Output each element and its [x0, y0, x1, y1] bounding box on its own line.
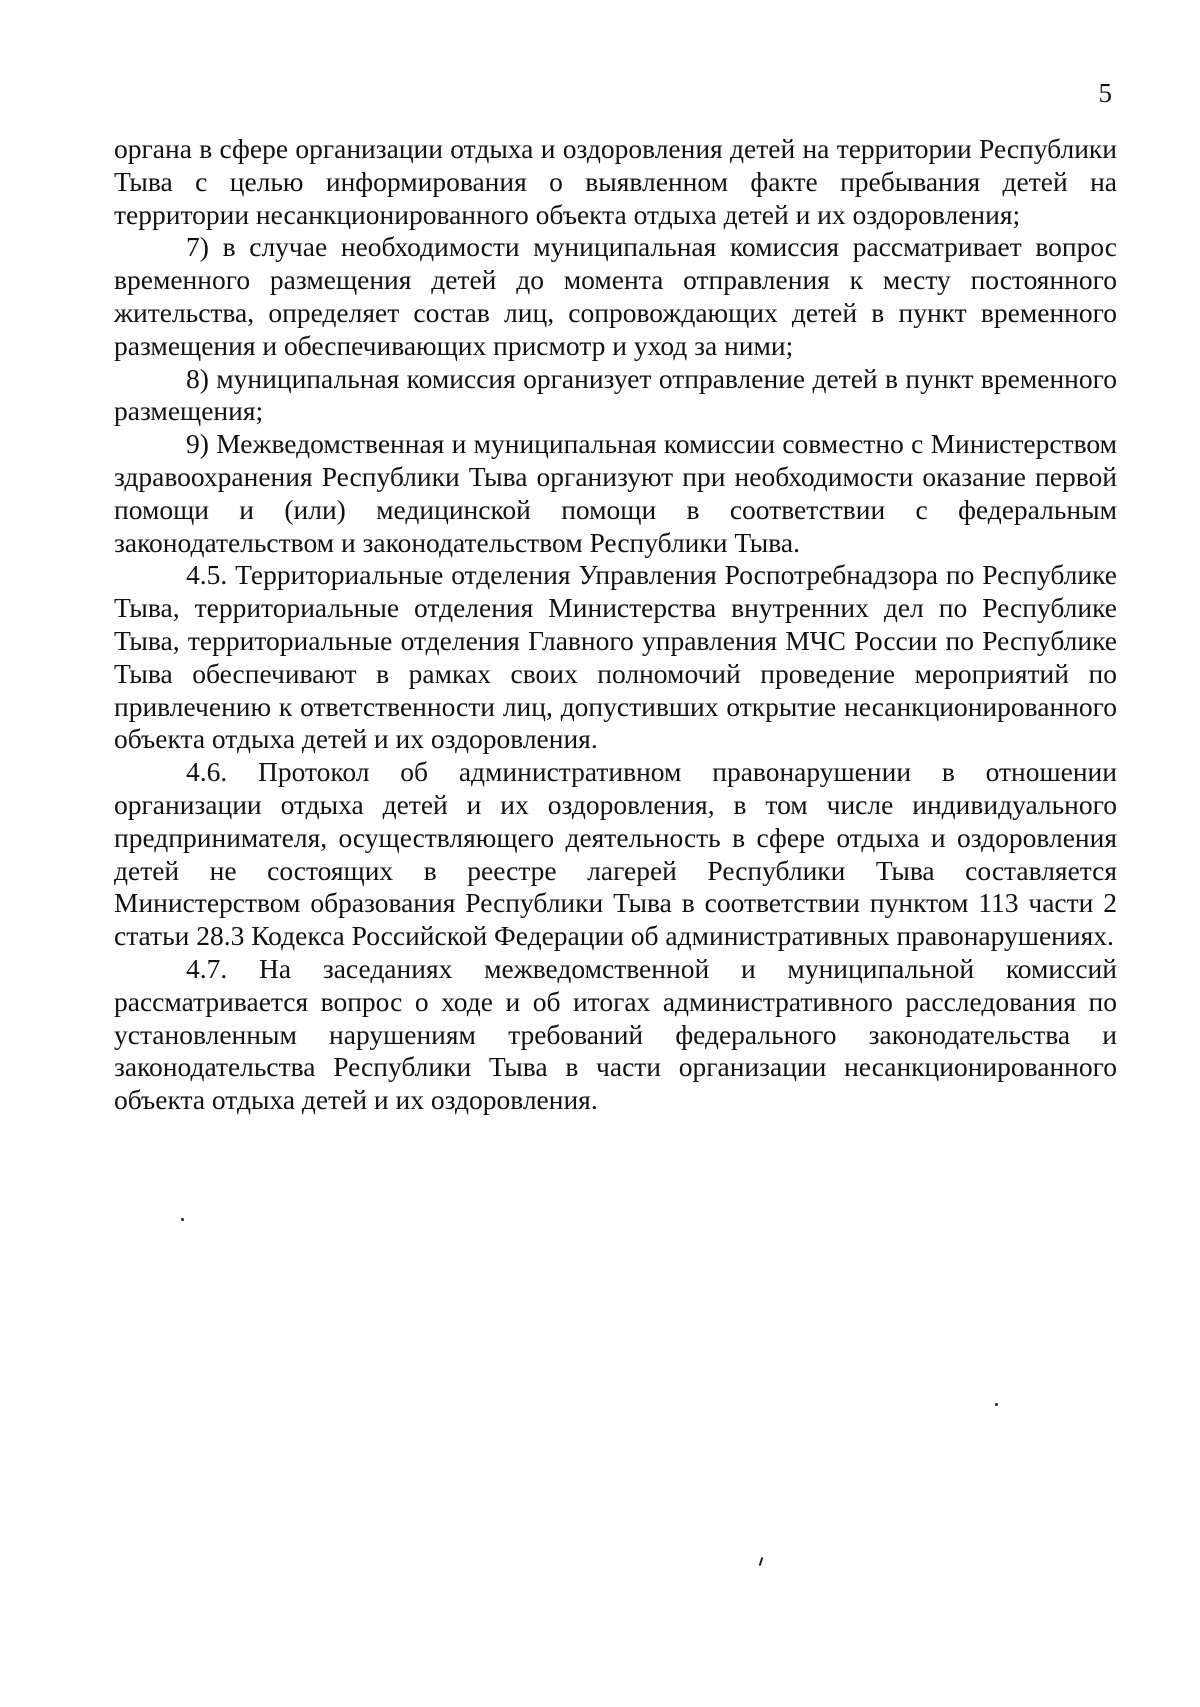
paragraph-continuation: органа в сфере организации отдыха и оздоровления детей на территории Республики Тыва с целью информирования о выявленном факте пребывания детей на территории несанкционированного объекта отдыха детей и их оздоровления; [114, 133, 1117, 230]
scan-speck [759, 1557, 764, 1566]
page-number: 5 [1098, 78, 1112, 108]
paragraph-4-5: 4.5. Территориальные отделения Управления Роспотребнадзора по Республике Тыва, территориальные отделения Министерства внутренних дел по Республике Тыва, территориальные отделения Главного управления МЧС России по Республике Тыва обеспечивают в рамках своих полномочий проведение мероприятий по привлечению к ответственности лиц, допустивших открытие несанкционированного объекта отдыха детей и их оздоровления. [114, 559, 1117, 755]
paragraph-item-7: 7) в случае необходимости муниципальная комиссия рассматривает вопрос временного размещения детей до момента отправления к месту постоянного жительства, определяет состав лиц, сопровождающих детей в пункт временного размещения и обеспечивающих присмотр и уход за ними; [114, 231, 1117, 361]
scan-speck [995, 1403, 998, 1406]
scan-speck [181, 1218, 184, 1221]
paragraph-4-7: 4.7. На заседаниях межведомственной и муниципальной комиссий рассматривается вопрос о ходе и об итогах административного расследования по установленным нарушениям требований федерального законодательства и законодательства Республики Тыва в части организации несанкционированного объекта отдыха детей и их оздоровления. [114, 952, 1117, 1116]
paragraph-4-6: 4.6. Протокол об административном правонарушении в отношении организации отдыха детей и их оздоровления, в том числе индивидуального предпринимателя, осуществляющего деятельность в сфере отдыха и оздоровления детей не состоящих в реестре лагерей Республики Тыва составляется Министерством образования Республики Тыва в соответствии пунктом 113 части 2 статьи 28.3 Кодекса Российской Федерации об административных правонарушениях. [114, 756, 1117, 952]
paragraph-item-9: 9) Межведомственная и муниципальная комиссии совместно с Министерством здравоохранения Республики Тыва организуют при необходимости оказание первой помощи и (или) медицинской помощи в соответствии с федеральным законодательством и законодательством Республики Тыва. [114, 428, 1117, 558]
document-body [114, 133, 1117, 1117]
paragraph-item-8: 8) муниципальная комиссия организует отправление детей в пункт временного размещения; [114, 362, 1117, 427]
